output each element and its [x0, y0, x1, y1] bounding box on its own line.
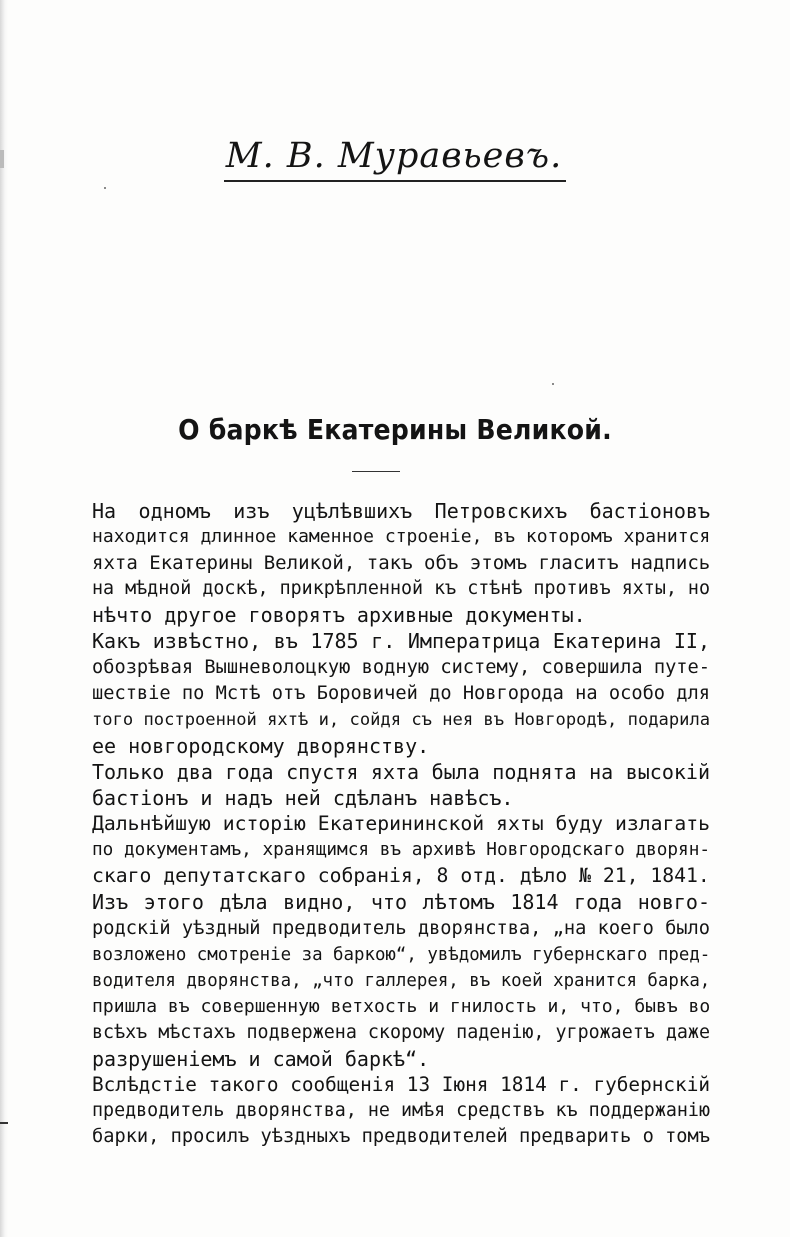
text-line: родскій уѣздный предводитель дворянства, „на коего было [92, 917, 710, 939]
print-speck [552, 383, 554, 385]
print-speck [104, 187, 106, 189]
text-line: Изъ этого дѣла видно, что лѣтомъ 1814 года новго- [92, 890, 710, 915]
text-line: ее новгородскому дворянству. [92, 733, 430, 758]
text-line: На одномъ изъ уцѣлѣвшихъ Петровскихъ бастіоновъ [92, 499, 710, 523]
text-line: водителя дворянства, „что галлерея, въ коей хранится барка, [92, 970, 711, 991]
text-line: Какъ извѣстно, въ 1785 г. Императрица Екатерина II, [92, 629, 710, 654]
text-line: бастіонъ и надъ ней сдѣланъ навѣсъ. [92, 786, 514, 811]
text-line: обозрѣвая Вышневолоцкую водную систему, совершила путе- [92, 656, 710, 678]
text-line: на мѣдной доскѣ, прикрѣпленной къ стѣнѣ противъ яхты, но [92, 578, 710, 600]
text-line: барки, просилъ уѣздныхъ предводителей предварить о томъ [92, 1126, 710, 1148]
page-left-edge [0, 0, 8, 1237]
author-name: М. В. Муравьевъ. [224, 132, 566, 182]
text-line: разрушеніемъ и самой баркѣ“. [92, 1046, 430, 1071]
text-line: предводитель дворянства, не имѣя средствъ къ поддержанію [92, 1100, 710, 1122]
text-line: нѣчто другое говорятъ архивные документы. [92, 603, 586, 628]
author-heading [0, 132, 790, 182]
text-line: Только два года спустя яхта была поднята на высокій [92, 759, 710, 784]
text-line: Вслѣдстіе такого сообщенія 13 Іюня 1814 г. губернскій [92, 1073, 710, 1097]
text-line: яхта Екатерины Великой, такъ объ этомъ гласитъ надпись [92, 552, 711, 575]
edge-mark [0, 1122, 8, 1124]
text-line: пришла въ совершенную ветхость и гнилость и, что, бывъ во [92, 995, 711, 1017]
article-title: О баркѣ Екатерины Великой. [178, 413, 612, 446]
text-line: Дальнѣйшую исторію Екатерининской яхты буду излагать [92, 812, 710, 836]
text-line: находится длинное каменное строеніе, въ которомъ хранится [92, 526, 711, 548]
text-line: по документамъ, хранящимся въ архивѣ Новгородскаго дворян- [92, 840, 710, 861]
text-line: шествіе по Мстѣ отъ Боровичей до Новгорода на особо для [92, 682, 710, 704]
article-body [92, 498, 710, 1150]
title-divider [352, 471, 400, 472]
text-line: возложено смотреніе за баркою“, увѣдомилъ губернскаго пред- [92, 944, 711, 965]
text-line: скаго депутатскаго собранія, 8 отд. дѣло № 21, 1841. [92, 864, 710, 888]
text-line: всѣхъ мѣстахъ подвержена скорому паденію, угрожаетъ даже [92, 1021, 710, 1043]
text-line: того построенной яхтѣ и, сойдя съ нея въ Новгородѣ, подарила [92, 709, 711, 730]
